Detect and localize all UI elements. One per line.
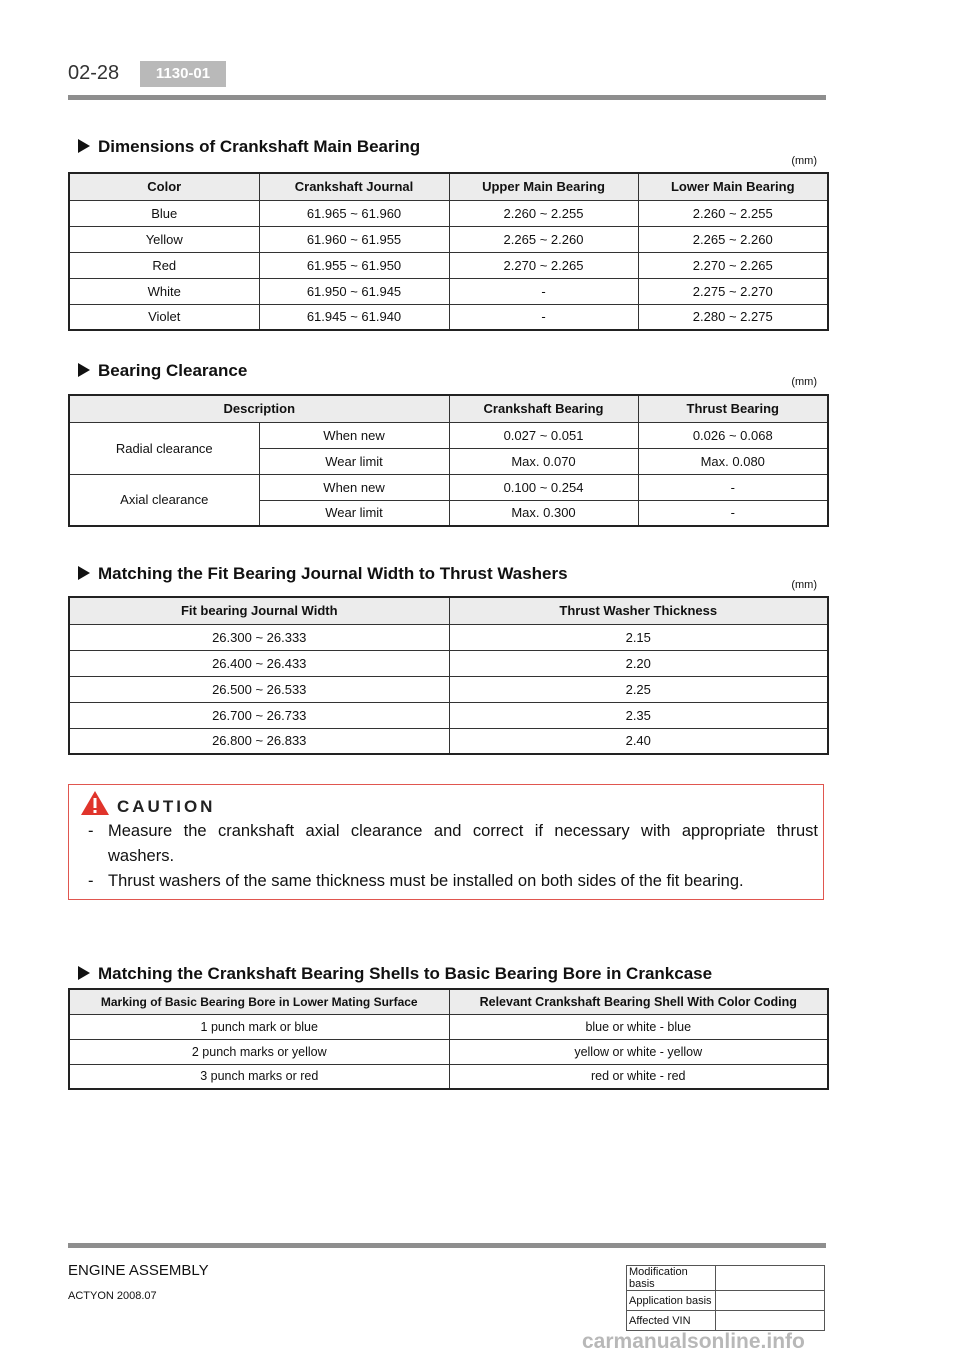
table-cell: 26.400 ~ 26.433: [69, 650, 449, 676]
table-cell: 26.800 ~ 26.833: [69, 728, 449, 754]
table-header-row: [69, 173, 828, 200]
group-label: Radial clearance: [69, 422, 259, 474]
table-cell: Violet: [69, 304, 259, 330]
table-cell: 2.260 ~ 2.255: [449, 200, 638, 226]
table-cell: -: [449, 278, 638, 304]
caution-line: Measure the crankshaft axial clearance and correct if necessary with appropriate thrust: [108, 822, 818, 840]
table-cell: Wear limit: [259, 448, 449, 474]
table-row: [627, 1311, 825, 1331]
table-row: [69, 474, 828, 500]
table-row: [69, 422, 828, 448]
table-cell: blue or white - blue: [449, 1014, 828, 1039]
clearance-heading: [78, 361, 247, 381]
table-cell: 0.100 ~ 0.254: [449, 474, 638, 500]
section-code-badge: 1130-01: [140, 61, 226, 87]
header-rule: [68, 95, 826, 100]
table-cell: red or white - red: [449, 1064, 828, 1089]
table-cell: 2.265 ~ 2.260: [449, 226, 638, 252]
caution-dash: -: [88, 872, 94, 890]
table-header-row: [69, 395, 828, 422]
table-cell: Max. 0.300: [449, 500, 638, 526]
shells-title: Matching the Crankshaft Bearing Shells to Basic Bearing Bore in Crankcase: [98, 964, 713, 983]
table-row: [69, 1014, 828, 1039]
caution-line: washers.: [108, 847, 175, 865]
table-row: [69, 226, 828, 252]
info-value: [716, 1311, 825, 1331]
table-row: [69, 1064, 828, 1089]
shells-table: [68, 988, 829, 1090]
table-cell: 61.960 ~ 61.955: [259, 226, 449, 252]
modification-info-table: [626, 1265, 825, 1331]
thrust-title: Matching the Fit Bearing Journal Width to Thrust Washers: [98, 564, 568, 583]
table-cell: 61.955 ~ 61.950: [259, 252, 449, 278]
table-cell: Red: [69, 252, 259, 278]
footer-model: ACTYON 2008.07: [68, 1290, 157, 1302]
table-cell: 26.700 ~ 26.733: [69, 702, 449, 728]
table-cell: Max. 0.080: [638, 448, 828, 474]
table-row: [69, 702, 828, 728]
table-row: [69, 624, 828, 650]
table-row: [69, 728, 828, 754]
table-cell: 2.35: [449, 702, 828, 728]
table-cell: 2.265 ~ 2.260: [638, 226, 828, 252]
table-cell: 2.270 ~ 2.265: [638, 252, 828, 278]
main-bearing-unit: (mm): [791, 155, 817, 167]
table-cell: When new: [259, 474, 449, 500]
column-header: Marking of Basic Bearing Bore in Lower Mating Surface: [69, 989, 449, 1014]
table-cell: 26.500 ~ 26.533: [69, 676, 449, 702]
table-cell: -: [638, 500, 828, 526]
table-cell: 61.965 ~ 61.960: [259, 200, 449, 226]
info-value: [716, 1266, 825, 1291]
table-row: [69, 304, 828, 330]
column-header: Fit bearing Journal Width: [69, 597, 449, 624]
table-row: [69, 278, 828, 304]
table-cell: 61.950 ~ 61.945: [259, 278, 449, 304]
table-cell: 2.25: [449, 676, 828, 702]
column-header: Description: [69, 395, 449, 422]
bullet-triangle-icon: [78, 139, 90, 153]
column-header: Thrust Bearing: [638, 395, 828, 422]
thrust-heading: [78, 564, 568, 584]
table-cell: 2.270 ~ 2.265: [449, 252, 638, 278]
table-cell: 2.260 ~ 2.255: [638, 200, 828, 226]
bullet-triangle-icon: [78, 566, 90, 580]
column-header: Relevant Crankshaft Bearing Shell With Color Coding: [449, 989, 828, 1014]
table-cell: Blue: [69, 200, 259, 226]
page-number: 02-28: [68, 62, 120, 84]
main-bearing-heading: [78, 137, 420, 157]
table-cell: 26.300 ~ 26.333: [69, 624, 449, 650]
table-cell: 61.945 ~ 61.940: [259, 304, 449, 330]
table-row: [69, 650, 828, 676]
table-cell: 2.280 ~ 2.275: [638, 304, 828, 330]
column-header: Color: [69, 173, 259, 200]
caution-line: Thrust washers of the same thickness must be installed on both sides of the fit bearing.: [108, 872, 744, 890]
clearance-title: Bearing Clearance: [98, 361, 248, 380]
table-row: [69, 252, 828, 278]
table-cell: 2.275 ~ 2.270: [638, 278, 828, 304]
table-row: [69, 676, 828, 702]
caution-dash: -: [88, 822, 94, 840]
column-header: Thrust Washer Thickness: [449, 597, 828, 624]
column-header: Crankshaft Bearing: [449, 395, 638, 422]
clearance-table: [68, 394, 829, 527]
table-cell: 2.15: [449, 624, 828, 650]
table-cell: Max. 0.070: [449, 448, 638, 474]
thrust-unit: (mm): [791, 579, 817, 591]
footer-section-title: ENGINE ASSEMBLY: [68, 1262, 209, 1279]
caution-title: CAUTION: [117, 797, 216, 816]
table-cell: 1 punch mark or blue: [69, 1014, 449, 1039]
table-cell: Yellow: [69, 226, 259, 252]
table-header-row: [69, 597, 828, 624]
column-header: Lower Main Bearing: [638, 173, 828, 200]
table-cell: When new: [259, 422, 449, 448]
info-value: [716, 1291, 825, 1311]
table-cell: 3 punch marks or red: [69, 1064, 449, 1089]
watermark: carmanualsonline.info: [582, 1330, 805, 1353]
table-cell: yellow or white - yellow: [449, 1039, 828, 1064]
table-row: [627, 1266, 825, 1291]
table-row: [69, 200, 828, 226]
main-bearing-table: [68, 172, 829, 331]
warning-triangle-icon: [80, 790, 110, 816]
table-cell: 2.40: [449, 728, 828, 754]
table-cell: 2.20: [449, 650, 828, 676]
main-bearing-title: Dimensions of Crankshaft Main Bearing: [98, 137, 421, 156]
clearance-unit: (mm): [791, 376, 817, 388]
table-row: [627, 1291, 825, 1311]
bullet-triangle-icon: [78, 966, 90, 980]
column-header: Crankshaft Journal: [259, 173, 449, 200]
table-cell: -: [449, 304, 638, 330]
info-label: Application basis: [627, 1291, 716, 1311]
group-label: Axial clearance: [69, 474, 259, 526]
table-header-row: [69, 989, 828, 1014]
table-cell: 2 punch marks or yellow: [69, 1039, 449, 1064]
table-cell: White: [69, 278, 259, 304]
shells-heading: [78, 964, 712, 984]
table-cell: 0.026 ~ 0.068: [638, 422, 828, 448]
table-row: [69, 1039, 828, 1064]
info-label: Affected VIN: [627, 1311, 716, 1331]
table-cell: 0.027 ~ 0.051: [449, 422, 638, 448]
table-cell: -: [638, 474, 828, 500]
footer-rule: [68, 1243, 826, 1248]
table-cell: Wear limit: [259, 500, 449, 526]
thrust-table: [68, 596, 829, 755]
column-header: Upper Main Bearing: [449, 173, 638, 200]
info-label: Modification basis: [627, 1266, 716, 1291]
bullet-triangle-icon: [78, 363, 90, 377]
